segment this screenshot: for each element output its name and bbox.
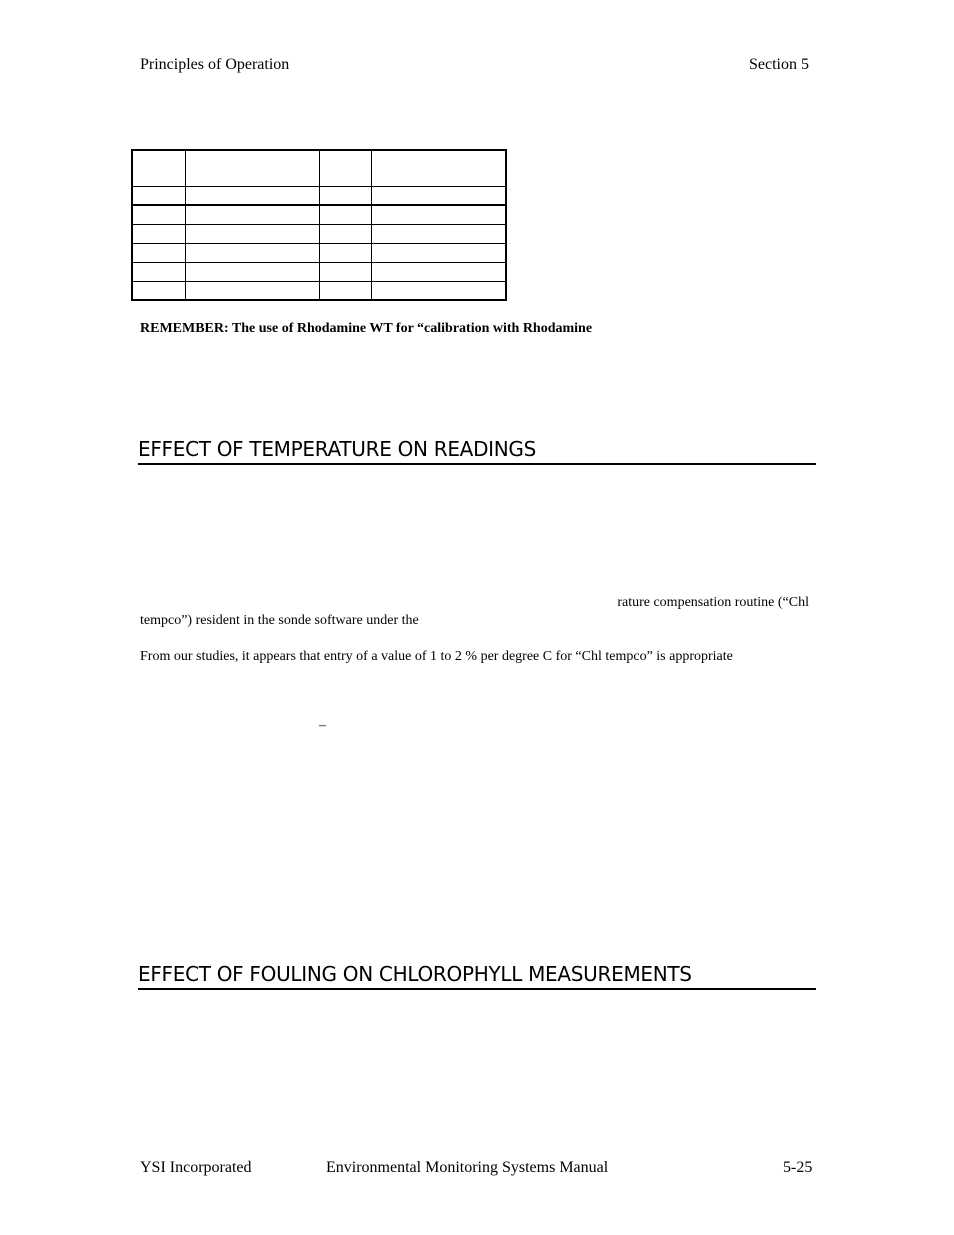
table-cell xyxy=(186,243,320,262)
table-cell xyxy=(372,262,507,281)
footer-left: YSI Incorporated xyxy=(140,1159,252,1176)
table-cell xyxy=(320,243,372,262)
table-cell xyxy=(132,224,186,243)
table-row xyxy=(132,150,506,186)
table-cell xyxy=(186,281,320,300)
table-row xyxy=(132,281,506,300)
table-cell xyxy=(132,186,186,205)
header-left: Principles of Operation xyxy=(140,56,290,73)
table-row xyxy=(132,186,506,205)
section-heading-fouling: EFFECT OF FOULING ON CHLOROPHYLL MEASUREMENTS xyxy=(138,962,816,990)
table-cell xyxy=(320,224,372,243)
data-table xyxy=(131,149,507,301)
table-cell xyxy=(320,186,372,205)
table-cell xyxy=(132,243,186,262)
table-cell xyxy=(132,205,186,224)
paragraph-fragment-right: rature compensation routine (“Chl xyxy=(617,595,809,610)
paragraph-fragment-left: tempco”) resident in the sonde software under the xyxy=(140,613,419,628)
table-cell xyxy=(320,281,372,300)
table-cell xyxy=(132,262,186,281)
table-cell xyxy=(372,205,507,224)
table-cell xyxy=(372,243,507,262)
table-cell xyxy=(186,150,320,186)
remember-note: REMEMBER: The use of Rhodamine WT for “calibration with Rhodamine xyxy=(140,321,593,336)
header-right: Section 5 xyxy=(749,56,809,73)
table-cell xyxy=(372,150,507,186)
table-row xyxy=(132,243,506,262)
table-cell xyxy=(132,281,186,300)
table-cell xyxy=(186,224,320,243)
table-cell xyxy=(372,224,507,243)
dash-mark: – xyxy=(319,718,326,733)
table-row xyxy=(132,205,506,224)
footer-right: 5-25 xyxy=(783,1159,813,1176)
table-cell xyxy=(320,262,372,281)
table-cell xyxy=(132,150,186,186)
paragraph-chl-tempco: From our studies, it appears that entry of a value of 1 to 2 % per degree C for “Chl tempco” is appropriate xyxy=(140,649,733,664)
table-cell xyxy=(186,205,320,224)
footer-center: Environmental Monitoring Systems Manual xyxy=(326,1159,609,1176)
table-cell xyxy=(320,205,372,224)
table-cell xyxy=(372,186,507,205)
table-row xyxy=(132,262,506,281)
table-cell xyxy=(186,186,320,205)
table-cell xyxy=(186,262,320,281)
section-heading-temperature: EFFECT OF TEMPERATURE ON READINGS xyxy=(138,437,816,465)
table-row xyxy=(132,224,506,243)
table-cell xyxy=(372,281,507,300)
table-cell xyxy=(320,150,372,186)
